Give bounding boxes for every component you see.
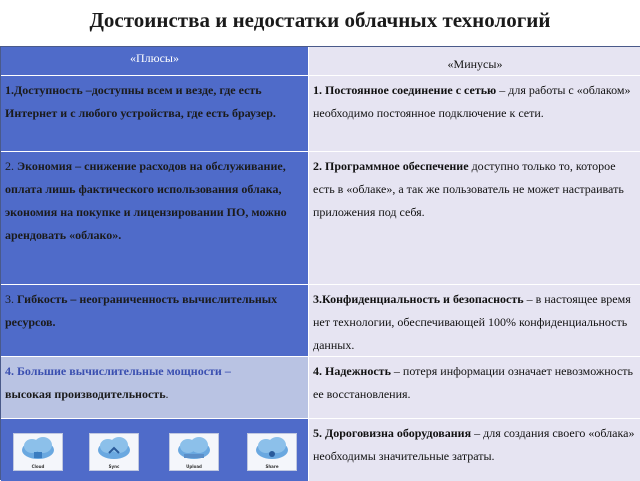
- icons-panel: [1, 419, 309, 481]
- pros-item-4-text-b: высокая производительность: [5, 387, 166, 401]
- cloud-storage-tile: [13, 433, 63, 471]
- pros-item-2-text: Экономия – снижение расходов на обслуживание, оплата лишь фактического использования облака, экономия на покупке и лицензировании ПО, можно арендовать «облако».: [5, 159, 287, 242]
- cons-item-3-title: 3.Конфиденциальность и безопасность: [313, 292, 524, 306]
- cloud-upload-tile: [169, 433, 219, 471]
- pros-item-4-text: 4. Большие вычислительные мощности –: [5, 364, 231, 378]
- pros-header: [1, 47, 309, 76]
- cons-item-2-text: доступно только то, которое есть в «облаке», а так же пользователь не может настраивать приложения под себя.: [313, 159, 624, 219]
- pros-item-4-tail: .: [165, 387, 169, 401]
- pros-item-2: [1, 152, 309, 285]
- cloud-share-tile: [247, 433, 297, 471]
- cons-item-5-title: 5. Дороговизна оборудования: [313, 426, 472, 440]
- pros-item-1-text: 1.Доступность –доступны всем и везде, где есть Интернет и с любого устройства, где есть браузер.: [5, 83, 276, 120]
- page-title: Достоинства и недостатки облачных технологий: [89, 8, 551, 32]
- cons-item-5-text: – для создания своего «облака» необходимы значительные затраты.: [313, 426, 635, 463]
- cloud-upload-caption: Upload: [186, 464, 202, 469]
- pros-header-label: «Плюсы»: [129, 51, 179, 65]
- cons-item-1-text: – для работы с «облаком» необходимо постоянное подключение к сети.: [313, 83, 631, 120]
- cloud-sync-icon: [90, 434, 138, 464]
- cloud-share-icon: [248, 434, 296, 464]
- pros-item-3-num: 3.: [5, 292, 14, 306]
- pros-item-3: [1, 285, 309, 357]
- cons-item-1-title: 1. Постоянное соединение с сетью: [313, 83, 497, 97]
- cloud-sync-caption: Sync: [108, 464, 120, 469]
- cons-item-3: [309, 285, 640, 357]
- pros-item-2-num: 2.: [5, 159, 14, 173]
- cons-item-2-title: 2. Программное обеспечение: [313, 159, 469, 173]
- pros-item-4: [1, 357, 309, 419]
- comparison-table: [0, 46, 640, 480]
- cons-item-2: [309, 152, 640, 285]
- cons-item-3-text: – в настоящее время нет технологии, обеспечивающей 100% конфиденциальность данных.: [313, 292, 631, 352]
- cloud-upload-icon: [170, 434, 218, 464]
- cons-item-4: [309, 357, 640, 419]
- cons-header-label: «Минусы»: [447, 57, 503, 71]
- cons-item-4-title: 4. Надежность: [313, 364, 391, 378]
- cons-item-1: [309, 76, 640, 152]
- cons-item-5: [309, 419, 640, 481]
- cloud-storage-icon: [14, 434, 62, 464]
- pros-item-1: [1, 76, 309, 152]
- cloud-sync-tile: [89, 433, 139, 471]
- cons-header: [309, 47, 640, 76]
- cons-item-4-text: – потеря информации означает невозможность ее восстановления.: [313, 364, 634, 401]
- cloud-storage-caption: Cloud: [31, 464, 45, 469]
- pros-item-3-text: Гибкость – неограниченность вычислительных ресурсов.: [5, 292, 278, 329]
- cloud-share-caption: Share: [265, 464, 279, 469]
